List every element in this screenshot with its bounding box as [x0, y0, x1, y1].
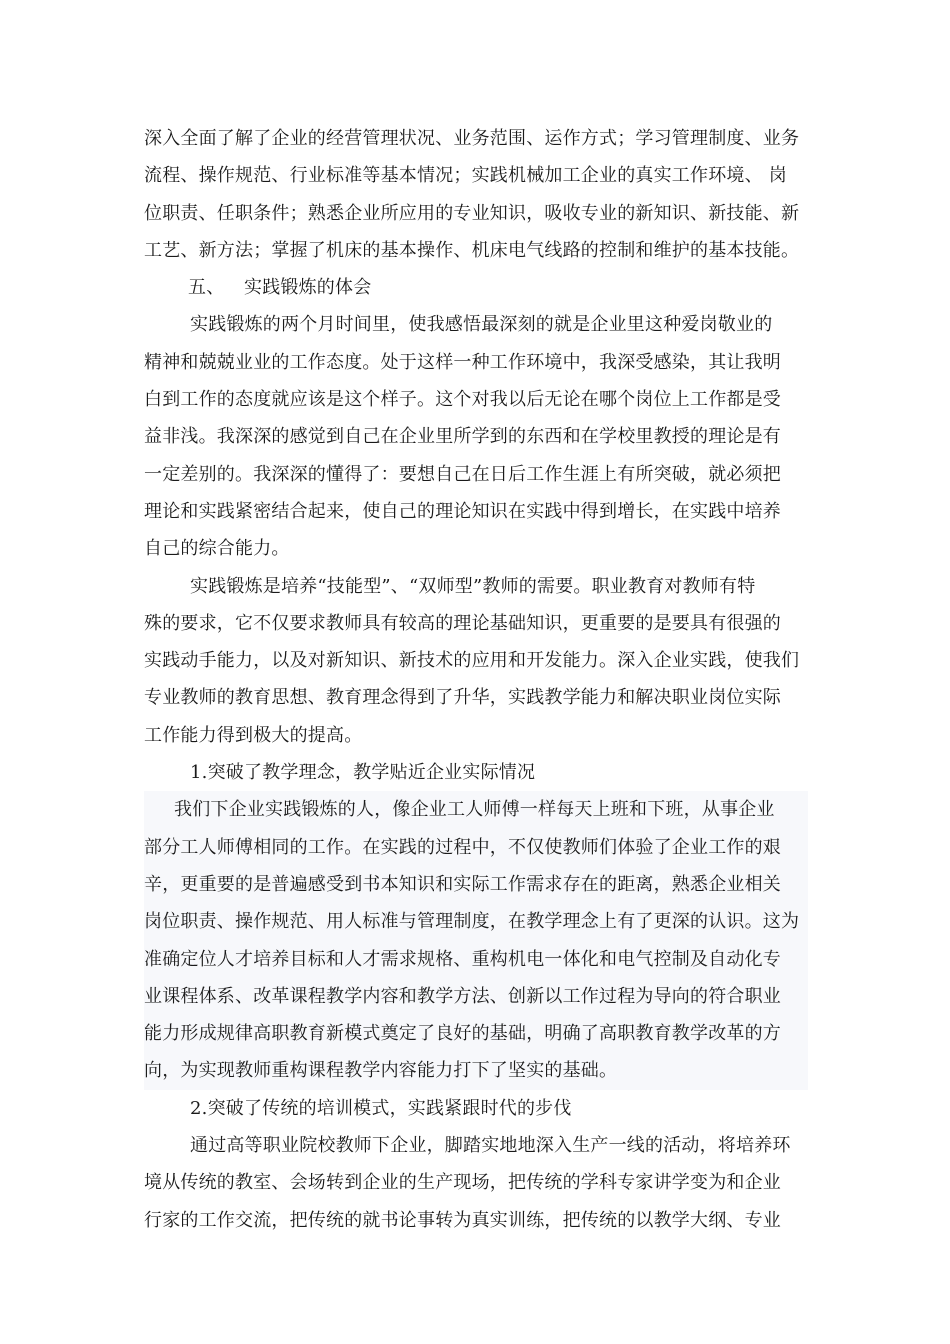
text-line: 深入全面了解了企业的经营管理状况、业务范围、运作方式；学习管理制度、业务	[144, 128, 800, 149]
text-line: 行家的工作交流，把传统的就书论事转为真实训练，把传统的以教学大纲、专业	[144, 1209, 781, 1231]
section-heading	[144, 269, 808, 306]
text-line: 自己的综合能力。	[144, 538, 290, 560]
text-line: 向，为实现教师重构课程教学内容能力打下了坚实的基础。	[144, 1052, 808, 1089]
text-line: 白到工作的态度就应该是这个样子。这个对我以后无论在哪个岗位上工作都是受	[144, 389, 781, 411]
text-line: 我们下企业实践锻炼的人，像企业工人师傅一样每天上班和下班，从事企业	[144, 791, 808, 828]
text-line: 能力形成规律高职教育新模式奠定了良好的基础，明确了高职教育教学改革的方	[144, 1015, 808, 1052]
text-line: 通过高等职业院校教师下企业，脚踏实地地深入生产一线的活动，将培养环	[190, 1135, 791, 1157]
text-line: 位职责、任职条件；熟悉企业所应用的专业知识，吸收专业的新知识、新技能、新	[144, 202, 800, 224]
text-line: 实践锻炼是培养“技能型”、“双师型”教师的需要。职业教育对教师有特	[190, 575, 756, 597]
text-line: 境从传统的教室、会场转到企业的生产现场，把传统的学科专家讲学变为和企业	[144, 1172, 781, 1194]
text-line: 流程、操作规范、行业标准等基本情况；实践机械加工企业的真实工作环境、 岗	[144, 165, 787, 187]
text-line: 精神和兢兢业业的工作态度。处于这样一种工作环境中，我深受感染，其让我明	[144, 351, 781, 373]
text-line: 工作能力得到极大的提高。	[144, 724, 363, 746]
section-title: 实践锻炼的体会	[244, 277, 372, 299]
text-line: 专业教师的教育思想、教育理念得到了升华，实践教学能力和解决职业岗位实际	[144, 687, 781, 709]
text-line: 业课程体系、改革课程教学内容和教学方法、创新以工作过程为导向的符合职业	[144, 978, 808, 1015]
section-number: 五、	[188, 277, 225, 299]
document-body	[144, 120, 808, 1239]
text-line: 一定差别的。我深深的懂得了：要想自己在日后工作生涯上有所突破，就必须把	[144, 463, 781, 485]
text-line: 工艺、新方法；掌握了机床的基本操作、机床电气线路的控制和维护的基本技能。	[144, 239, 800, 261]
text-line: 1.突破了教学理念，教学贴近企业实际情况	[190, 762, 536, 784]
text-line: 部分工人师傅相同的工作。在实践的过程中，不仅使教师们体验了企业工作的艰	[144, 829, 808, 866]
text-line: 辛，更重要的是普遍感受到书本知识和实际工作需求存在的距离，熟悉企业相关	[144, 866, 808, 903]
text-line: 理论和实践紧密结合起来，使自己的理论知识在实践中得到增长，在实践中培养	[144, 500, 781, 522]
text-line: 岗位职责、操作规范、用人标准与管理制度，在教学理念上有了更深的认识。这为	[144, 903, 808, 940]
text-line: 2.突破了传统的培训模式，实践紧跟时代的步伐	[190, 1097, 572, 1119]
text-line: 益非浅。我深深的感觉到自己在企业里所学到的东西和在学校里教授的理论是有	[144, 426, 781, 448]
text-line: 准确定位人才培养目标和人才需求规格、重构机电一体化和电气控制及自动化专	[144, 941, 808, 978]
text-line: 殊的要求，它不仅要求教师具有较高的理论基础知识，更重要的是要具有很强的	[144, 612, 781, 634]
text-line: 实践锻炼的两个月时间里，使我感悟最深刻的就是企业里这种爱岗敬业的	[190, 314, 773, 336]
text-line: 实践动手能力，以及对新知识、新技术的应用和开发能力。深入企业实践，使我们	[144, 650, 800, 672]
